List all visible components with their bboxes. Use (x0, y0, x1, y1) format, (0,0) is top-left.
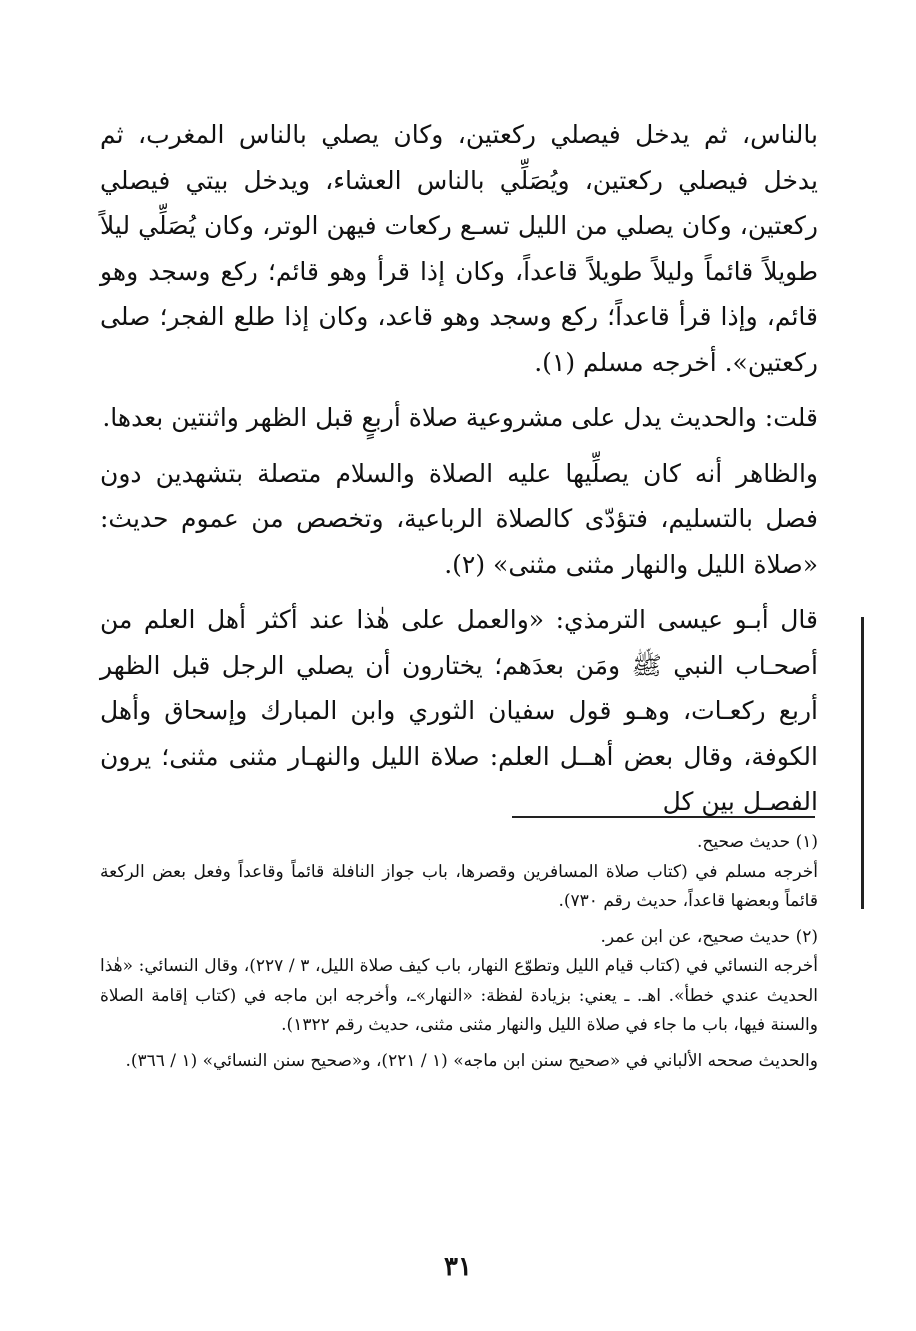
paragraph-author-comment: قلت: والحديث يدل على مشروعية صلاة أربعٍ قبل الظهر واثنتين بعدها. (102, 403, 818, 432)
footnote-1-source: أخرجه مسلم في (كتاب صلاة المسافرين وقصرها، باب جواز النافلة قائماً وقاعداً وفعل بعض الركعة قائماً وبعضها قاعداً، حديث رقم ٧٣٠). (100, 861, 818, 911)
paragraph-hadith-continuation: بالناس، ثم يدخل فيصلي ركعتين، وكان يصلي بالناس المغرب، ثم يدخل فيصلي ركعتين، ويُصَلِّي بالناس العشاء، ويدخل بيتي فيصلي ركعتين، وكان يصلي من الليل تسـع ركعات فيهن الوتر، وكان يُصَلِّي ليلاً طويلاً قائماً وليلاً طويلاً قاعداً، وكان إذا قرأ وهو قائم؛ ركع وسجد وهو قائم، وإذا قرأ قاعداً؛ ركع وسجد وهو قاعد، وكان إذا طلع الفجر؛ صلى ركعتين». أخرجه مسلم (١). (100, 120, 818, 377)
main-text (100, 112, 818, 825)
footnotes (100, 828, 818, 1076)
footnote-1-heading: (١) حديث صحيح. (697, 832, 818, 852)
page-number: ٣١ (444, 1252, 472, 1282)
footnote-2-source: أخرجه النسائي في (كتاب قيام الليل وتطوّع النهار، باب كيف صلاة الليل، ٣ / ٢٢٧)، وقال النسائي: «هٰذا الحديث عندي خطأ». اهـ. ـ يعني: بزيادة لفظة: «النهار»ـ، وأخرجه ابن ماجه في (كتاب إقامة الصلاة والسنة فيها، باب ما جاء في صلاة الليل والنهار مثنى مثنى، حديث رقم ١٣٢٢). (100, 956, 818, 1035)
footnote-2-heading: (٢) حديث صحيح، عن ابن عمر. (600, 926, 818, 947)
margin-vertical-rule (861, 617, 864, 909)
footnote-2-authentication: والحديث صححه الألباني في «صحيح سنن ابن ماجه» (١ / ٢٢١)، و«صحيح سنن النسائي» (١ / ٣٦٦). (125, 1050, 818, 1071)
paragraph-tirmidhi-quote: قال أبـو عيسى الترمذي: «والعمل على هٰذا عند أكثر أهل العلم من أصحـاب النبي ﷺ ومَن بعدَهم؛ يختارون أن يصلي الرجل قبل الظهر أربع ركعـات، وهـو قول سفيان الثوري وابن المبارك وإسحاق وأهل الكوفة، وقال بعض أهــل العلم: صلاة الليل والنهـار مثنى مثنى؛ يرون الفصـل بين كل (100, 605, 818, 816)
footnote-separator (512, 816, 815, 818)
paragraph-observation: والظاهر أنه كان يصلِّيها عليه الصلاة والسلام متصلة بتشهدين دون فصل بالتسليم، فتؤدّى كالصلاة الرباعية، وتخصص من عموم حديث: «صلاة الليل والنهار مثنى مثنى» (٢). (100, 458, 818, 579)
